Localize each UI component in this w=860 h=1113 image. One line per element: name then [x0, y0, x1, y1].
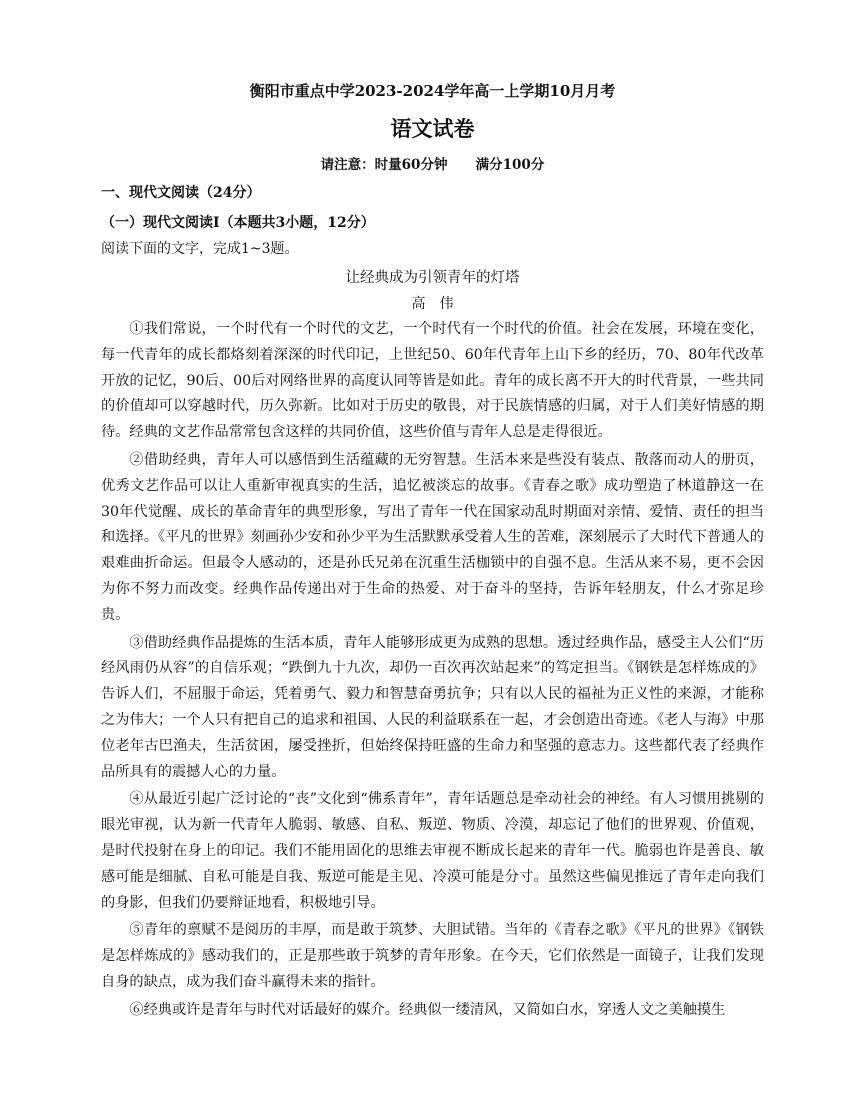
exam-notice: 请注意：时量60分钟 满分100分	[320, 157, 545, 173]
exam-title: 衡阳市重点中学2023-2024学年高一上学期10月月考	[249, 82, 616, 100]
article-paragraph: ⑤青年的禀赋不是阅历的丰厚，而是敢于筑梦、大胆试错。当年的《青春之歌》《平凡的世界》《钢铁是怎样炼成的》感动我们的，正是那些敢于筑梦的青年形象。在今天，它们依然是一面镜子，让我们发现自身的缺点，成为我们奋斗赢得未来的指针。	[101, 922, 764, 990]
article-body	[101, 317, 764, 1024]
article-paragraph: ⑥经典或许是青年与时代对话最好的媒介。经典似一缕清风，又简如白水，穿透人文之美触摸生	[129, 1001, 726, 1018]
article-paragraph: ②借助经典，青年人可以感悟到生活蕴藏的无穷智慧。生活本来是些没有装点、散落而动人的册页，优秀文艺作品可以让人重新审视真实的生活，追忆被淡忘的故事。《青春之歌》成功塑造了林道静这一在30年代觉醒、成长的革命青年的典型形象，写出了青年一代在国家动乱时期面对亲情、爱情、责任的担当和选择。《平凡的世界》刻画孙少安和孙少平为生活默默承受着人生的苦难，深刻展示了大时代下普通人的艰难曲折命运。但最令人感动的，还是孙氏兄弟在沉重生活枷锁中的自强不息。生活从来不易，更不会因为你不努力而改变。经典作品传递出对于生命的热爱、对于奋斗的坚持，告诉年轻朋友，什么才弥足珍贵。	[101, 451, 764, 623]
article-paragraph: ①我们常说，一个时代有一个时代的文艺，一个时代有一个时代的价值。社会在发展，环境在变化，每一代青年的成长都烙刻着深深的时代印记，上世纪50、60年代青年上山下乡的经历，70、80年代改革开放的记忆，90后、00后对网络世界的高度认同等皆是如此。青年的成长离不开大的时代背景，一些共同的价值却可以穿越时代，历久弥新。比如对于历史的敬畏，对于民族情感的归属，对于人们美好情感的期待。经典的文艺作品常常包含这样的共同价值，这些价值与青年人总是走得很近。	[101, 321, 764, 441]
reading-instruction: 阅读下面的文字，完成1~3题。	[101, 241, 299, 257]
article-title: 让经典成为引领青年的灯塔	[345, 270, 520, 286]
article-author: 高伟	[411, 296, 468, 312]
article-paragraph: ③借助经典作品提炼的生活本质，青年人能够形成更为成熟的思想。透过经典作品，感受主人公们“历经风雨仍从容”的自信乐观；“跌倒九十九次，却仍一百次再次站起来”的笃定担当。《钢铁是怎样炼成的》告诉人们，不屈服于命运，凭着勇气、毅力和智慧奋勇抗争；只有以人民的福祉为正义性的来源，才能称之为伟大；一个人只有把自己的追求和祖国、人民的利益联系在一起，才会创造出奇迹。《老人与海》中那位老年古巴渔夫，生活贫困，屡受挫折，但始终保持旺盛的生命力和坚强的意志力。这些都代表了经典作品所具有的震撼人心的力量。	[101, 634, 764, 780]
article-paragraph: ④从最近引起广泛讨论的“丧”文化到“佛系青年”，青年话题总是牵动社会的神经。有人习惯用挑剔的眼光审视，认为新一代青年人脆弱、敏感、自私、叛逆、物质、冷漠，却忘记了他们的世界观、价值观，是时代投射在身上的印记。我们不能用固化的思维去审视不断成长起来的青年一代。脆弱也许是善良、敏感可能是细腻、自私可能是自我、叛逆可能是主见、冷漠可能是分寸。虽然这些偏见推远了青年走向我们的身影，但我们仍要辩证地看，积极地引导。	[101, 791, 764, 911]
section-heading: 一、现代文阅读（24分）	[101, 185, 261, 201]
sub-section-heading: （一）现代文阅读Ⅰ（本题共3小题，12分）	[101, 215, 375, 231]
paper-title: 语文试卷	[390, 116, 475, 141]
